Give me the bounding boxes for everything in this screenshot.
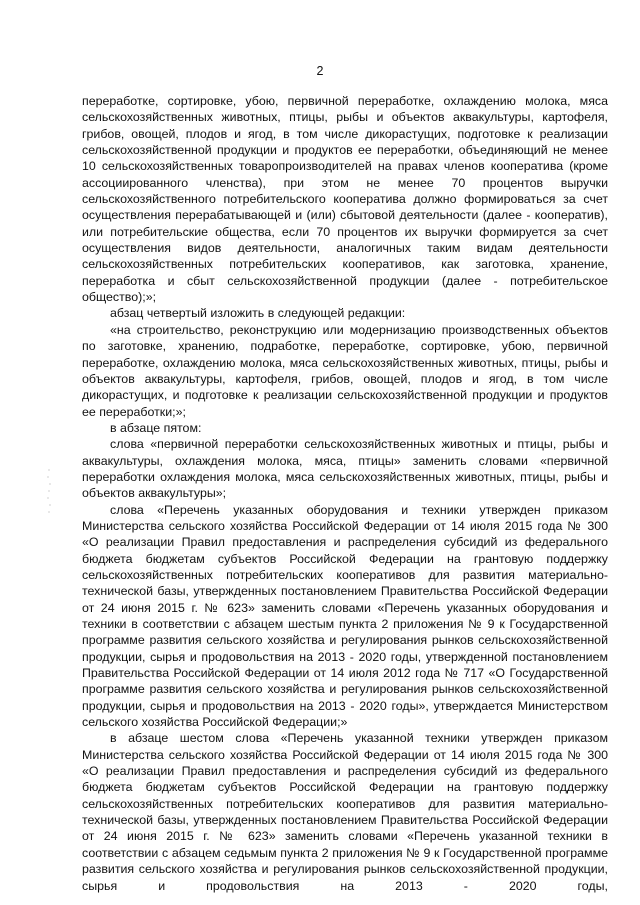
paragraph-continuation: переработке, сортировке, убою, первичной переработке, охлаждению молока, мяса сельскохозяйственных животных, птицы, рыбы и объектов аквакультуры, картофеля, грибов, овощей, плодов и ягод, в том числе дикорастущих, подготовке к реализации сельскохозяйственной продукции и продуктов ее переработки, объединяющий не менее 10 сельскохозяйственных товаропроизводителей на правах членов кооператива (кроме ассоциированного членства), при этом не менее 70 процентов выручки сельскохозяйственного потребительского кооператива должно формироваться за счет осуществления перерабатывающей и (или) сбытовой деятельности (далее - кооператив), или потребительские общества, если 70 процентов их выручки формируется за счет осуществления видов деятельности, аналогичных таким видам деятельности сельскохозяйственных потребительских кооперативов, как заготовка, хранение, переработка и сбыт сельскохозяйственной продукции (далее - потребительское общество);»; (82, 94, 608, 305)
document-body (82, 93, 608, 894)
paragraph-amendment-instruction: абзац четвертый изложить в следующей редакции: (110, 306, 406, 321)
paragraph-amendment-instruction: в абзаце пятом: (110, 420, 202, 435)
page-number: 2 (316, 64, 324, 78)
paragraph-amendment-text: слова «первичной переработки сельскохозяйственных животных и птицы, рыбы и аквакультуры, охлаждения молока, мяса, птицы» заменить словами «первичной переработки охлаждения молока, мяса сельскохозяйственных животных, птицы, рыбы и объектов аквакультуры»; (82, 437, 608, 501)
paragraph-amendment-text: «на строительство, реконструкцию или модернизацию производственных объектов по заготовке, хранению, подработке, переработке, сортировке, убою, первичной переработке, охлаждению молока, мяса сельскохозяйственных животных, птицы, рыбы и объектов аквакультуры, картофеля, грибов, овощей, плодов и ягод, в том числе дикорастущих, и подготовке к реализации сельскохозяйственной продукции и продуктов ее переработки;»; (82, 322, 608, 419)
paragraph-amendment-text: слова «Перечень указанных оборудования и техники утвержден приказом Министерства сельского хозяйства Российской Федерации от 14 июля 2015 года № 300 «О реализации Правил предоставления и распределения субсидий из федерального бюджета бюджетам субъектов Российской Федерации на грантовую поддержку сельскохозяйственных потребительских кооперативов для развития материально-технической базы, утвержденных постановлением Правительства Российской Федерации от 24 июня 2015 г. № 623» заменить словами «Перечень указанных оборудования и техники в соответствии с абзацем шестым пункта 2 приложения № 9 к Государственной программе развития сельского хозяйства и регулирования рынков сельскохозяйственной продукции, сырья и продовольствия на 2013 - 2020 годы, утвержденной постановлением Правительства Российской Федерации от 14 июля 2012 года № 717 «О Государственной программе развития сельского хозяйства и регулирования рынков сельскохозяйственной продукции, сырья и продовольствия на 2013 - 2020 годы», утверждается Министерством сельского хозяйства Российской Федерации;» (82, 502, 608, 730)
paragraph-amendment-text: в абзаце шестом слова «Перечень указанной техники утвержден приказом Министерства сельского хозяйства Российской Федерации от 14 июля 2015 года № 300 «О реализации Правил предоставления и распределения субсидий из федерального бюджета бюджетам субъектов Российской Федерации на грантовую поддержку сельскохозяйственных потребительских кооперативов для развития материально-технической базы, утвержденных постановлением Правительства Российской Федерации от 24 июня 2015 г. № 623» заменить словами «Перечень указанной техники в соответствии с абзацем седьмым пункта 2 приложения № 9 к Государственной программе развития сельского хозяйства и регулирования рынков сельскохозяйственной продукции, сырья и продовольствия на 2013 - 2020 годы, (82, 731, 608, 893)
margin-speckle-marks (45, 468, 53, 516)
